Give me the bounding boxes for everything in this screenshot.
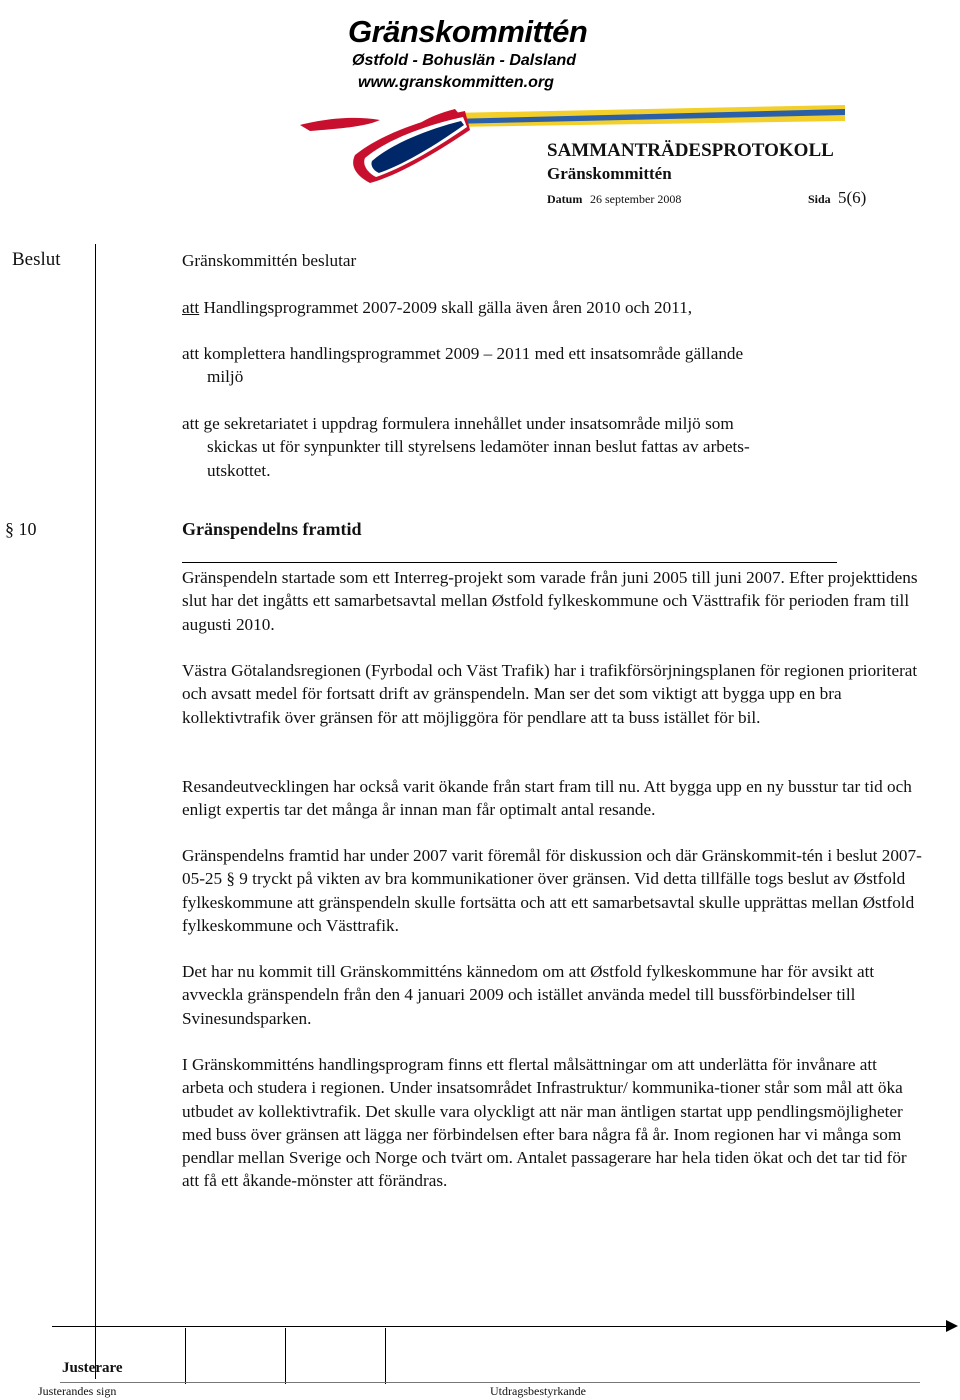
beslut-item-3 bbox=[182, 412, 922, 482]
beslut-side-label: Beslut bbox=[12, 249, 61, 270]
beslut-item-1 bbox=[182, 296, 922, 319]
section-number-value: 10 bbox=[18, 519, 37, 539]
section-paragraph-5: Det har nu kommit till Gränskommitténs kännedom om att Østfold fylkeskommune har för avsikt att avveckla gränspendeln från den 4 januari 2009 och istället använda medel till bussförbindelser till Svinesundsparken. bbox=[182, 962, 875, 1028]
doc-type-heading: SAMMANTRÄDESPROTOKOLL bbox=[547, 140, 834, 161]
page-label: Sida bbox=[808, 192, 831, 206]
logo-url: www.granskommitten.org bbox=[358, 74, 554, 91]
org-heading: Gränskommittén bbox=[547, 164, 672, 183]
footer-rule bbox=[52, 1326, 950, 1327]
page-value: 5(6) bbox=[838, 188, 867, 207]
section-paragraph-3: Resandeutvecklingen har också varit ökande från start fram till nu. Att bygga upp en ny busstur tar tid och enligt expertis tar det många år innan man får optimalt antal resande. bbox=[182, 777, 912, 820]
logo-title: Gränskommittén bbox=[348, 14, 588, 49]
beslut-item-1-text: Handlingsprogrammet 2007-2009 skall gälla även åren 2010 och 2011, bbox=[199, 298, 693, 317]
section-number bbox=[5, 519, 37, 540]
date-value: 26 september 2008 bbox=[590, 192, 682, 206]
footer-utdragsbestyrkande: Utdragsbestyrkande bbox=[490, 1384, 586, 1398]
beslut-item-1-att: att bbox=[182, 298, 200, 317]
beslut-item-2-line-1: att komplettera handlingsprogrammet 2009 – 2011 med ett insatsområde gällande bbox=[182, 344, 744, 363]
margin-rule bbox=[95, 244, 96, 1379]
section-paragraph-2: Västra Götalandsregionen (Fyrbodal och Väst Trafik) har i trafikförsörjningsplanen för regionen prioriterat och avsatt medel för fortsatt drift av gränspendeln. Man ser det som viktigt att bygga upp en bra kollektivtrafik över gränsen för att möjliggöra för pendlare att ta buss istället för bil. bbox=[182, 661, 918, 727]
beslut-item-3-line-3: utskottet. bbox=[207, 460, 271, 480]
footer-justerandes-sign: Justerandes sign bbox=[38, 1384, 117, 1398]
beslut-item-3-line-2: skickas ut för synpunkter till styrelsens ledamöter innan beslut fattas av arbets- bbox=[207, 437, 750, 457]
section-rule bbox=[182, 562, 837, 563]
section-paragraph-4: Gränspendelns framtid har under 2007 varit föremål för diskussion och där Gränskommit-tén i beslut 2007-05-25 § 9 tryckt på vikten av bra kommunikationer över gränsen. Vid detta tillfälle togs beslut av Østfold fylkeskommune att gränspendeln skulle fortsätta och att ett samarbetsavtal skulle upprättas mellan Østfold fylkeskommune och Västtrafik. bbox=[182, 846, 922, 935]
logo-subtitle: Østfold - Bohuslän - Dalsland bbox=[352, 52, 577, 69]
beslut-item-2-line-2: miljö bbox=[207, 367, 244, 387]
footer-arrow-icon bbox=[946, 1320, 958, 1332]
beslut-item-3-line-1: att ge sekretariatet i uppdrag formulera innehållet under insatsområde miljö som bbox=[182, 414, 734, 433]
beslut-intro: Gränskommittén beslutar bbox=[182, 251, 357, 270]
section-title: Gränspendelns framtid bbox=[182, 519, 362, 539]
footer-divider bbox=[385, 1328, 386, 1384]
date-label: Datum bbox=[547, 192, 583, 206]
footer-justerare: Justerare bbox=[62, 1360, 123, 1376]
section-paragraph-6: I Gränskommitténs handlingsprogram finns ett flertal målsättningar om att underlätta för invånare att arbeta och studera i regionen. Under insatsområdet Infrastruktur/ kommunika-tioner står som mål att öka utbudet av kollektivtrafik. Det skulle vara olyckligt att när man äntligen startat upp pendlingsmöjligheter med buss över gränsen att lägga ner förbindelsen efter bara några få år. Inom regionen har vi många som pendlar mellan Sverige och Norge och tvärt om. Antalet passagerare har hela tiden ökat och det tar tid för att få ett åkande-mönster att förändras. bbox=[182, 1055, 907, 1191]
footer-divider bbox=[185, 1328, 186, 1384]
section-paragraph-1: Gränspendeln startade som ett Interreg-projekt som varade från juni 2005 till juni 2007. Efter projekttidens slut har det ingåtts ett samarbetsavtal mellan Østfold fylkeskommune och Västtrafik för perioden fram till augusti 2010. bbox=[182, 568, 918, 634]
beslut-item-2 bbox=[182, 342, 922, 389]
footer-baseline bbox=[60, 1382, 920, 1383]
section-symbol: § bbox=[5, 519, 14, 539]
footer-divider bbox=[285, 1328, 286, 1384]
